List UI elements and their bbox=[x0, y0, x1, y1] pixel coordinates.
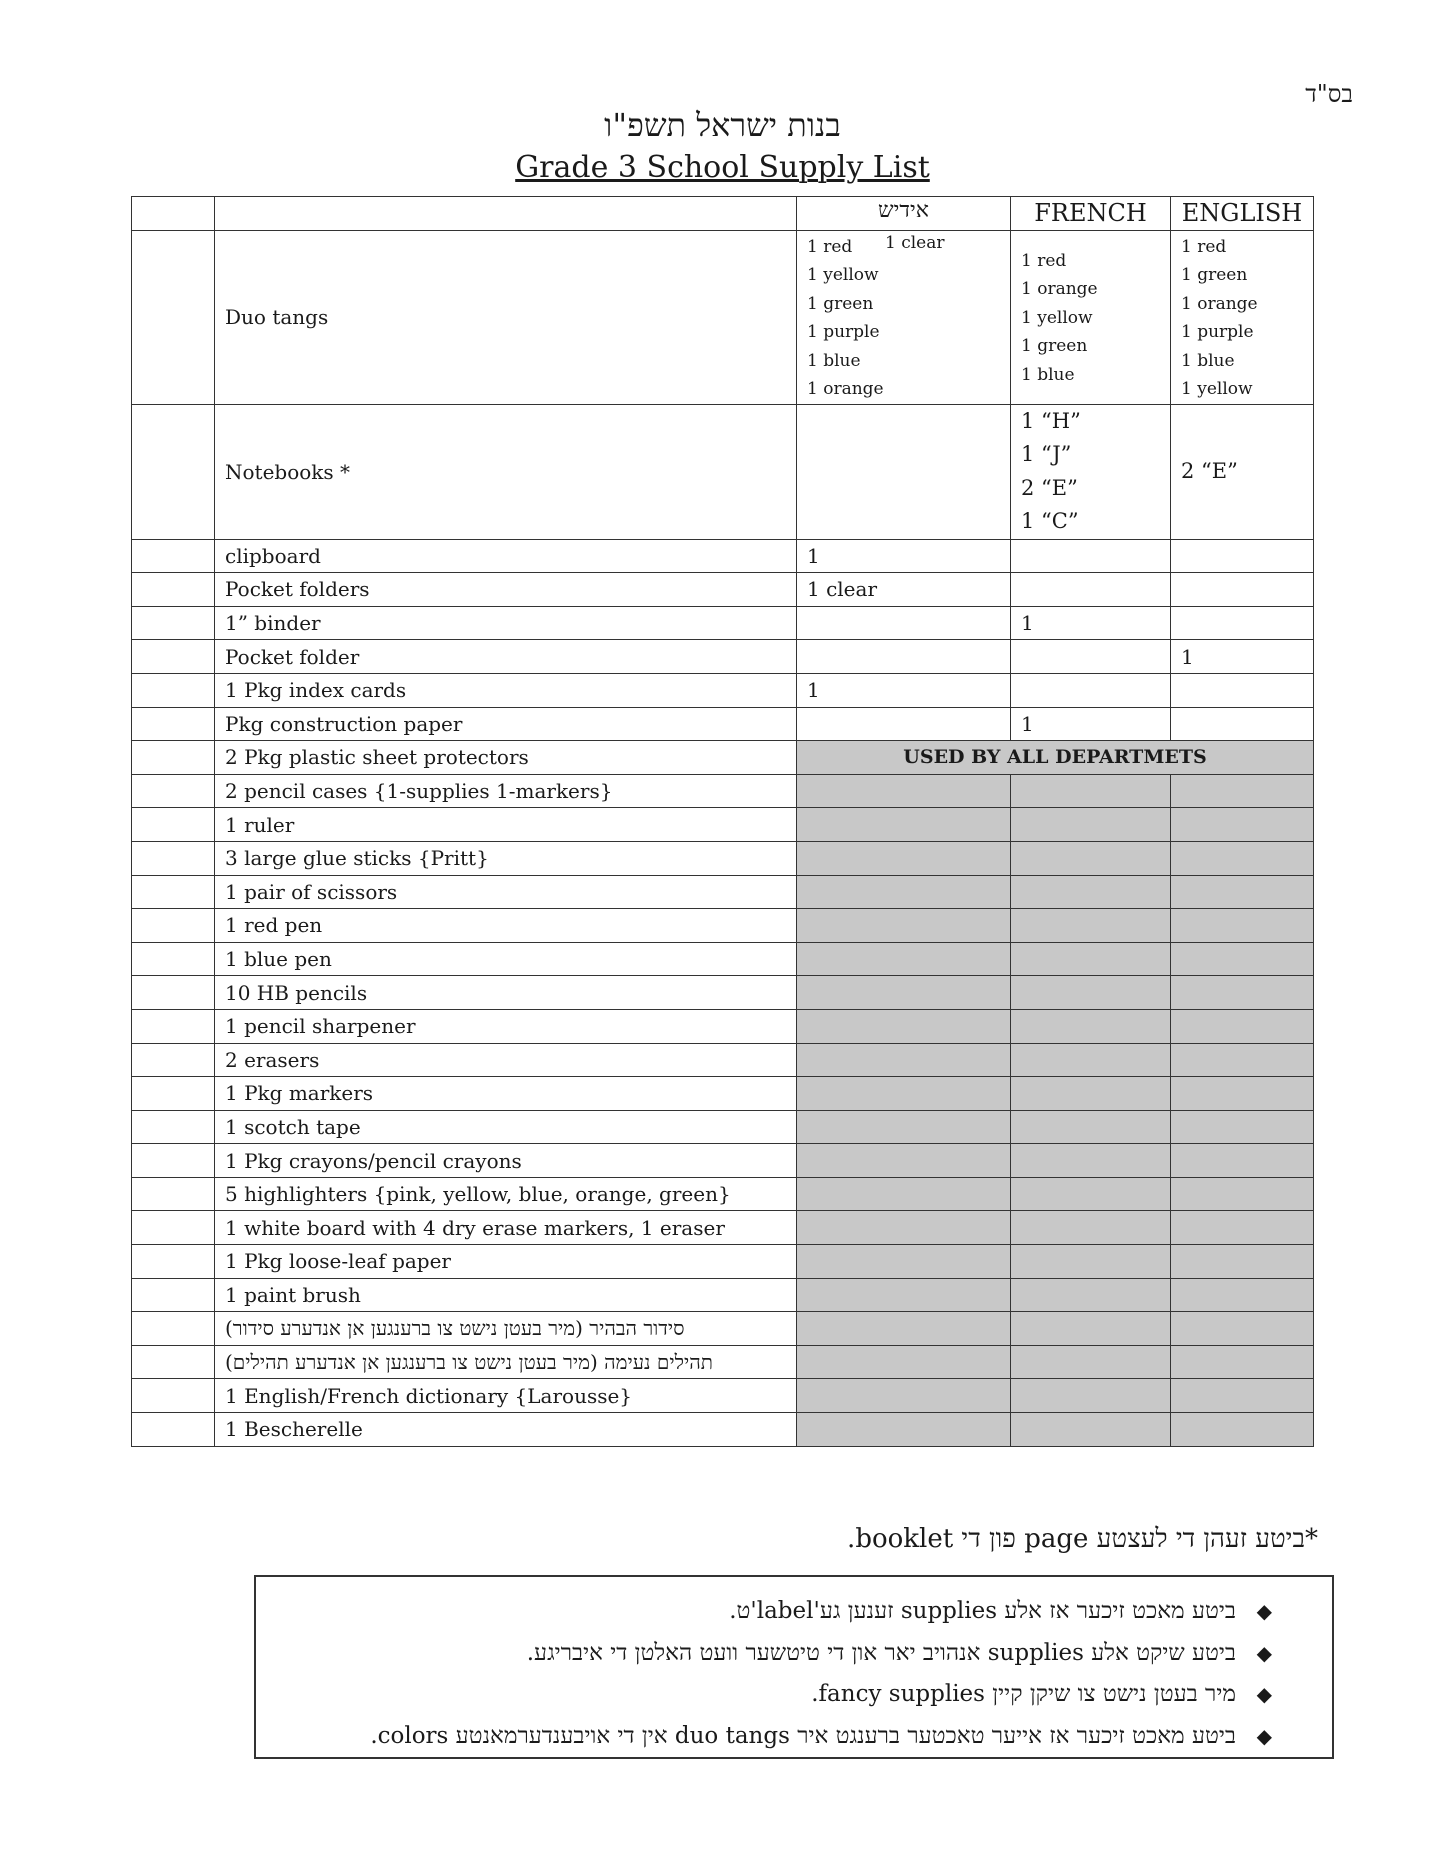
item-label: 1 pencil sharpener bbox=[215, 1009, 797, 1043]
diamond-bullet-icon: ◆ bbox=[1256, 1723, 1272, 1748]
shaded-cell bbox=[1171, 976, 1314, 1010]
table-cell bbox=[132, 1278, 215, 1312]
table-cell bbox=[132, 875, 215, 909]
note-text: ביטע שיקט אלע supplies אנהויב יאר און די טיטשער וועט האלטן די איבריגע. bbox=[526, 1639, 1236, 1666]
table-cell bbox=[132, 707, 215, 741]
list-item: 1 blue bbox=[807, 350, 861, 371]
item-label: 1 white board with 4 dry erase markers, 1 eraser bbox=[215, 1211, 797, 1245]
shaded-cell bbox=[1011, 1245, 1171, 1279]
table-cell bbox=[132, 573, 215, 607]
table-row bbox=[132, 1009, 1314, 1043]
item-label: 10 HB pencils bbox=[215, 976, 797, 1010]
shaded-cell bbox=[1171, 1379, 1314, 1413]
item-label: 1 ruler bbox=[215, 808, 797, 842]
shaded-cell bbox=[1011, 875, 1171, 909]
shaded-cell bbox=[797, 841, 1011, 875]
shaded-cell bbox=[797, 774, 1011, 808]
qty-french bbox=[1011, 640, 1171, 674]
item-label: 1 pair of scissors bbox=[215, 875, 797, 909]
page-subtitle: Grade 3 School Supply List bbox=[515, 150, 930, 185]
shaded-cell bbox=[1011, 1177, 1171, 1211]
item-label: 1 Pkg crayons/pencil crayons bbox=[215, 1144, 797, 1178]
item-label: 1 red pen bbox=[215, 909, 797, 943]
table-cell bbox=[132, 741, 215, 775]
table-cell bbox=[132, 404, 215, 539]
item-label: 1 Pkg loose-leaf paper bbox=[215, 1245, 797, 1279]
table-row bbox=[132, 1110, 1314, 1144]
item-label: 1 scotch tape bbox=[215, 1110, 797, 1144]
table-row bbox=[132, 774, 1314, 808]
item-label: 2 erasers bbox=[215, 1043, 797, 1077]
footnote: *ביטע זעהן די לעצטע page פון די booklet. bbox=[847, 1524, 1318, 1554]
list-item: 1 clear bbox=[885, 232, 945, 253]
table-cell bbox=[132, 230, 215, 404]
table-row bbox=[132, 741, 1314, 775]
note-text: ביטע מאכט זיכער אז אלע supplies זענען גע'label'ט. bbox=[729, 1598, 1236, 1624]
shaded-cell bbox=[797, 1009, 1011, 1043]
table-row bbox=[132, 875, 1314, 909]
diamond-bullet-icon: ◆ bbox=[1256, 1640, 1272, 1665]
table-row bbox=[132, 1345, 1314, 1379]
shaded-cell bbox=[1011, 1144, 1171, 1178]
table-cell bbox=[132, 1312, 215, 1346]
notebooks-french bbox=[1011, 404, 1171, 539]
shaded-cell bbox=[1171, 1312, 1314, 1346]
list-item: 1 purple bbox=[807, 322, 880, 343]
item-label: 2 Pkg plastic sheet protectors bbox=[215, 741, 797, 775]
shaded-cell bbox=[1171, 774, 1314, 808]
qty-french: 1 bbox=[1011, 606, 1171, 640]
table-row bbox=[132, 1312, 1314, 1346]
shaded-cell bbox=[797, 1345, 1011, 1379]
shaded-cell bbox=[1171, 841, 1314, 875]
qty-french: 1 bbox=[1011, 707, 1171, 741]
shared-rows bbox=[132, 741, 1314, 1446]
shaded-cell bbox=[1171, 1144, 1314, 1178]
table-cell bbox=[132, 1211, 215, 1245]
shaded-cell bbox=[1011, 909, 1171, 943]
item-label: Notebooks * bbox=[215, 404, 797, 539]
notes-list bbox=[256, 1577, 1332, 1757]
table-row bbox=[132, 942, 1314, 976]
page-title: בנות ישראל תשפ"ו bbox=[604, 106, 841, 144]
list-item: 1 purple bbox=[1181, 322, 1254, 343]
list-item: 1 green bbox=[1021, 336, 1088, 357]
item-label: 1 blue pen bbox=[215, 942, 797, 976]
item-label: 1 English/French dictionary {Larousse} bbox=[215, 1379, 797, 1413]
shaded-cell bbox=[1011, 1379, 1171, 1413]
shaded-cell bbox=[797, 1379, 1011, 1413]
qty-french bbox=[1011, 573, 1171, 607]
table-cell bbox=[797, 404, 1011, 539]
shaded-cell bbox=[1011, 1278, 1171, 1312]
table-cell bbox=[132, 1009, 215, 1043]
shaded-cell bbox=[1011, 942, 1171, 976]
item-label: 1 Pkg index cards bbox=[215, 673, 797, 707]
table-row bbox=[132, 808, 1314, 842]
qty-french bbox=[1011, 539, 1171, 573]
table-cell bbox=[132, 1379, 215, 1413]
shaded-cell bbox=[1171, 1043, 1314, 1077]
item-label: Pocket folder bbox=[215, 640, 797, 674]
table-cell bbox=[132, 976, 215, 1010]
item-label: 1” binder bbox=[215, 606, 797, 640]
list-item: 1 red bbox=[1021, 250, 1067, 271]
table-cell bbox=[132, 1245, 215, 1279]
list-item: 2 “E” bbox=[1021, 475, 1078, 500]
table-cell bbox=[132, 1043, 215, 1077]
note-item bbox=[276, 1674, 1272, 1716]
shaded-cell bbox=[1171, 875, 1314, 909]
shaded-cell bbox=[1011, 1009, 1171, 1043]
list-item: 1 “H” bbox=[1021, 408, 1081, 433]
table-cell bbox=[132, 640, 215, 674]
qty-english bbox=[1171, 539, 1314, 573]
table-cell bbox=[132, 1144, 215, 1178]
list-item: 1 blue bbox=[1021, 364, 1075, 385]
qty-english bbox=[1171, 573, 1314, 607]
table-row bbox=[132, 909, 1314, 943]
table-cell bbox=[132, 942, 215, 976]
table-row bbox=[132, 707, 1314, 741]
qty-english bbox=[1171, 707, 1314, 741]
item-label: Duo tangs bbox=[215, 230, 797, 404]
table-row bbox=[132, 1077, 1314, 1111]
table-cell bbox=[132, 197, 215, 231]
shaded-cell bbox=[797, 1077, 1011, 1111]
shaded-cell bbox=[797, 1110, 1011, 1144]
shaded-cell bbox=[1011, 1413, 1171, 1447]
shaded-cell bbox=[1171, 1110, 1314, 1144]
shaded-cell bbox=[1171, 909, 1314, 943]
table-row bbox=[132, 1245, 1314, 1279]
shaded-cell bbox=[797, 1312, 1011, 1346]
table-cell bbox=[132, 1110, 215, 1144]
besiyata-mark: בס"ד bbox=[1305, 80, 1353, 108]
item-label: 1 Pkg markers bbox=[215, 1077, 797, 1111]
column-header-english: ENGLISH bbox=[1171, 197, 1314, 231]
note-item bbox=[276, 1633, 1272, 1675]
note-text: ביטע מאכט זיכער אז אייער טאכטער ברענגט איר duo tangs אין די אויבענדערמאנטע colors. bbox=[370, 1722, 1236, 1749]
qty-yiddish bbox=[797, 606, 1011, 640]
table-cell bbox=[132, 841, 215, 875]
list-item: 1 yellow bbox=[1021, 307, 1093, 328]
supply-table bbox=[131, 196, 1314, 1447]
table-header-row bbox=[132, 197, 1314, 231]
shaded-cell bbox=[1171, 1413, 1314, 1447]
item-label: 1 paint brush bbox=[215, 1278, 797, 1312]
list-item: 1 green bbox=[807, 293, 874, 314]
table-cell bbox=[132, 1177, 215, 1211]
qty-english bbox=[1171, 606, 1314, 640]
list-item: 1 yellow bbox=[1181, 379, 1253, 400]
shaded-cell bbox=[1011, 976, 1171, 1010]
shaded-cell bbox=[797, 1043, 1011, 1077]
table-cell bbox=[132, 808, 215, 842]
table-row bbox=[132, 539, 1314, 573]
qty-english bbox=[1171, 673, 1314, 707]
note-item bbox=[276, 1716, 1272, 1758]
shaded-cell bbox=[1171, 1278, 1314, 1312]
notebooks-english bbox=[1171, 404, 1314, 539]
note-item bbox=[276, 1591, 1272, 1633]
item-label: 3 large glue sticks {Pritt} bbox=[215, 841, 797, 875]
list-item: 2 “E” bbox=[1181, 458, 1238, 483]
table-cell bbox=[132, 1345, 215, 1379]
item-label: תהילים נעימה (מיר בעטן נישט צו ברענגען אן אנדערע תהילים) bbox=[215, 1345, 797, 1379]
item-label: clipboard bbox=[215, 539, 797, 573]
shaded-cell bbox=[797, 1177, 1011, 1211]
table-row bbox=[132, 1379, 1314, 1413]
table-row bbox=[132, 1144, 1314, 1178]
shaded-cell bbox=[1171, 808, 1314, 842]
shaded-cell bbox=[1011, 808, 1171, 842]
table-cell bbox=[132, 539, 215, 573]
item-label: Pkg construction paper bbox=[215, 707, 797, 741]
table-row bbox=[132, 1177, 1314, 1211]
qty-yiddish bbox=[797, 640, 1011, 674]
notes-box bbox=[254, 1575, 1334, 1759]
table-cell bbox=[132, 606, 215, 640]
item-label: Pocket folders bbox=[215, 573, 797, 607]
table-row bbox=[132, 640, 1314, 674]
shaded-cell bbox=[1171, 1177, 1314, 1211]
qty-english: 1 bbox=[1171, 640, 1314, 674]
shaded-cell bbox=[1171, 1345, 1314, 1379]
qty-yiddish: 1 clear bbox=[797, 573, 1011, 607]
qty-yiddish: 1 bbox=[797, 673, 1011, 707]
diamond-bullet-icon: ◆ bbox=[1256, 1682, 1272, 1706]
duo-tangs-french bbox=[1011, 230, 1171, 404]
list-item: 1 red bbox=[807, 236, 853, 257]
shaded-cell bbox=[797, 875, 1011, 909]
table-row bbox=[132, 1278, 1314, 1312]
diamond-bullet-icon: ◆ bbox=[1256, 1599, 1272, 1623]
table-cell bbox=[132, 909, 215, 943]
qty-yiddish: 1 bbox=[797, 539, 1011, 573]
table-row bbox=[132, 1211, 1314, 1245]
qty-yiddish bbox=[797, 707, 1011, 741]
shaded-cell bbox=[1171, 1211, 1314, 1245]
shaded-cell bbox=[1171, 1009, 1314, 1043]
item-label: 5 highlighters {pink, yellow, blue, orange, green} bbox=[215, 1177, 797, 1211]
shaded-cell bbox=[797, 1211, 1011, 1245]
list-item: 1 orange bbox=[1181, 293, 1258, 314]
list-item: 1 blue bbox=[1181, 350, 1235, 371]
table-row bbox=[132, 1043, 1314, 1077]
shaded-cell bbox=[797, 1144, 1011, 1178]
table-row bbox=[132, 976, 1314, 1010]
table-cell bbox=[132, 1077, 215, 1111]
shaded-cell bbox=[797, 909, 1011, 943]
table-cell bbox=[132, 1413, 215, 1447]
shaded-cell bbox=[1011, 1077, 1171, 1111]
column-header-yiddish: אידיש bbox=[797, 197, 1011, 231]
table-row bbox=[132, 606, 1314, 640]
shaded-cell bbox=[1171, 942, 1314, 976]
duo-tangs-yiddish bbox=[797, 230, 1011, 404]
list-item: 1 red bbox=[1181, 236, 1227, 257]
shaded-cell bbox=[1011, 1345, 1171, 1379]
table-row bbox=[132, 1413, 1314, 1447]
item-label: 1 Bescherelle bbox=[215, 1413, 797, 1447]
column-header-french: FRENCH bbox=[1011, 197, 1171, 231]
list-item: 1 yellow bbox=[807, 265, 879, 286]
duo-tangs-english bbox=[1171, 230, 1314, 404]
shaded-cell bbox=[797, 808, 1011, 842]
item-label: 2 pencil cases {1-supplies 1-markers} bbox=[215, 774, 797, 808]
shaded-cell bbox=[1011, 1312, 1171, 1346]
shaded-cell bbox=[1011, 1110, 1171, 1144]
table-row-duo-tangs bbox=[132, 230, 1314, 404]
dept-rows bbox=[132, 539, 1314, 741]
shaded-cell bbox=[1011, 774, 1171, 808]
shaded-cell bbox=[797, 1278, 1011, 1312]
shaded-cell bbox=[1171, 1077, 1314, 1111]
used-by-all-label: USED BY ALL DEPARTMETS bbox=[797, 741, 1314, 775]
table-cell bbox=[132, 774, 215, 808]
table-row bbox=[132, 673, 1314, 707]
shaded-cell bbox=[797, 976, 1011, 1010]
shaded-cell bbox=[797, 1413, 1011, 1447]
shaded-cell bbox=[797, 942, 1011, 976]
list-item: 1 orange bbox=[1021, 279, 1098, 300]
shaded-cell bbox=[797, 1245, 1011, 1279]
table-row-notebooks bbox=[132, 404, 1314, 539]
qty-french bbox=[1011, 673, 1171, 707]
table-row bbox=[132, 573, 1314, 607]
table-row bbox=[132, 841, 1314, 875]
item-label: סידור הבהיר (מיר בעטן נישט צו ברענגען אן אנדערע סידור) bbox=[215, 1312, 797, 1346]
list-item: 1 “J” bbox=[1021, 442, 1072, 467]
list-item: 1 green bbox=[1181, 265, 1248, 286]
shaded-cell bbox=[1171, 1245, 1314, 1279]
table-cell bbox=[132, 673, 215, 707]
list-item: 1 “C” bbox=[1021, 509, 1079, 534]
shaded-cell bbox=[1011, 841, 1171, 875]
list-item: 1 orange bbox=[807, 379, 884, 400]
shaded-cell bbox=[1011, 1211, 1171, 1245]
shaded-cell bbox=[1011, 1043, 1171, 1077]
table-cell bbox=[215, 197, 797, 231]
note-text: מיר בעטן נישט צו שיקן קיין fancy supplies. bbox=[811, 1681, 1236, 1707]
